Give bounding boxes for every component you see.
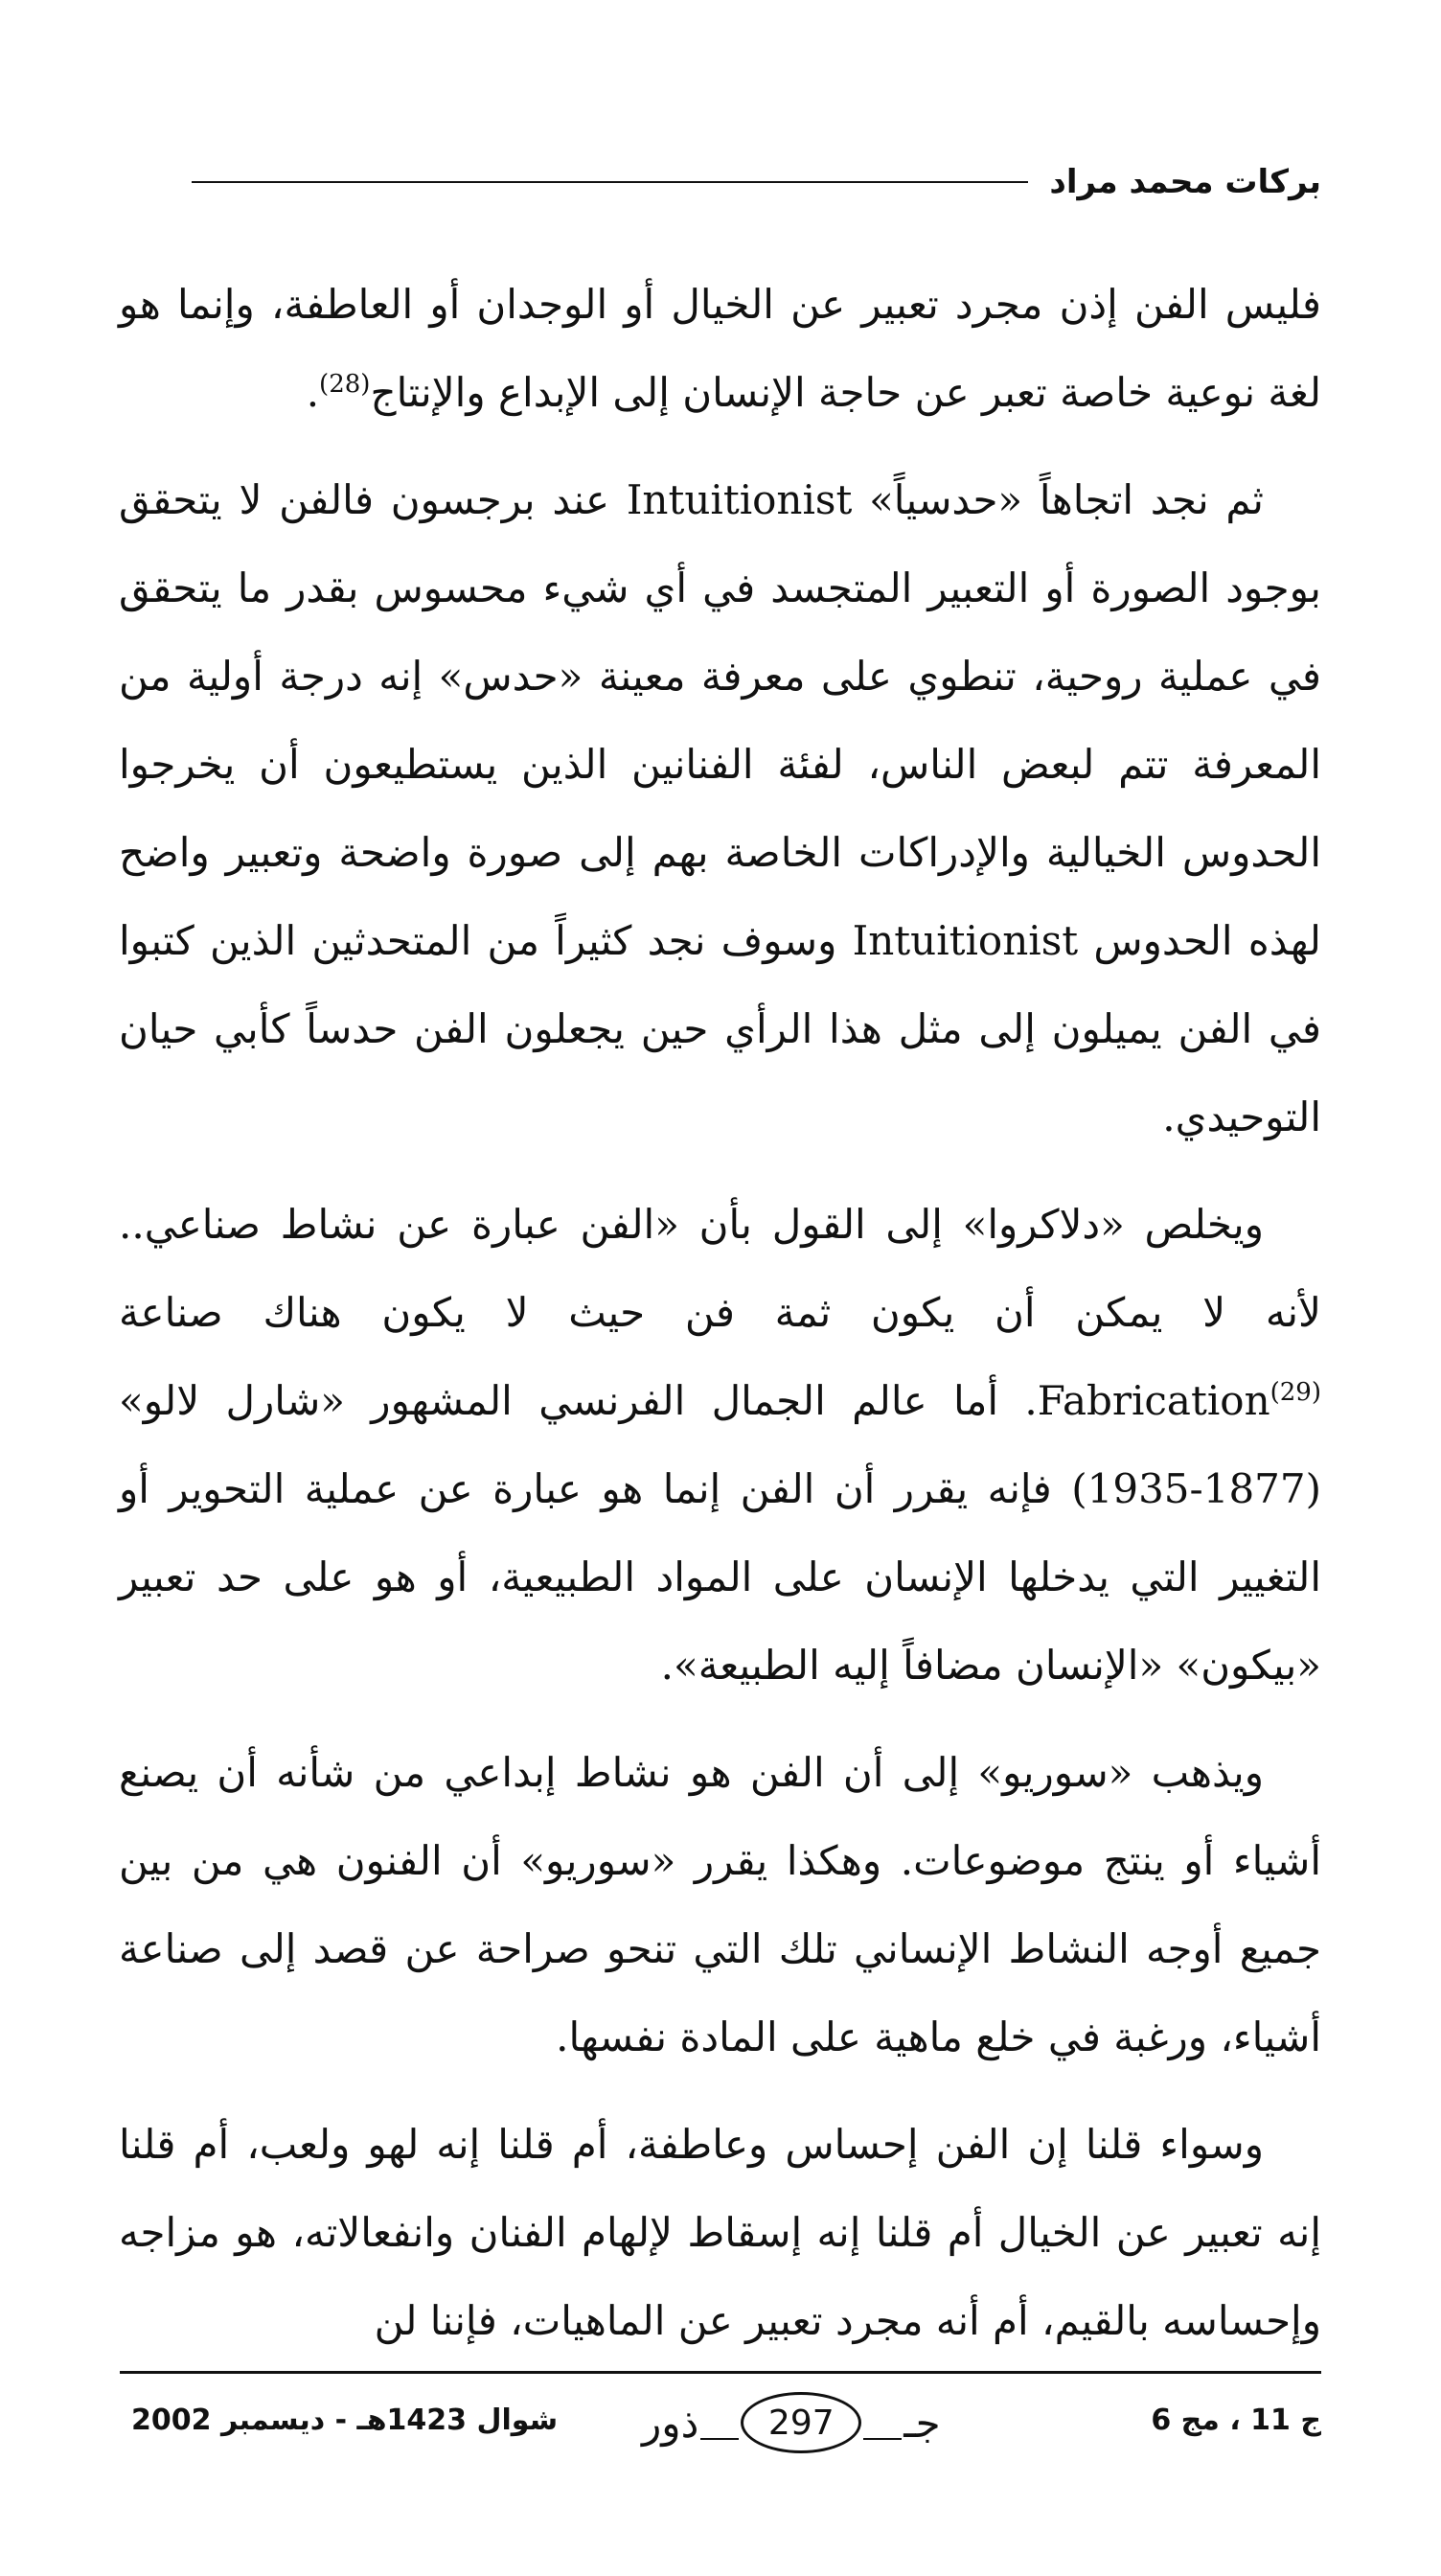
header-author: بركات محمد مراد (1049, 163, 1321, 201)
paragraph-5: وسواء قلنا إن الفن إحساس وعاطفة، أم قلنا إنه لهو ولعب، أم قلنا إنه تعبير عن الخيال أم قلنا إنه إسقاط لإلهام الفنان وانفعالاته، هو مزاجه وإحساسه بالقيم، أم أنه مجرد تعبير عن الماهيات، فإننا لن (119, 2121, 1321, 2344)
paragraph-4: ويذهب «سوريو» إلى أن الفن هو نشاط إبداعي من شأنه أن يصنع أشياء أو ينتج موضوعات. وهكذا يقرر «سوريو» أن الفنون هي من بين جميع أوجه النشاط الإنساني تلك التي تنحو صراحة عن قصد إلى صناعة أشياء، ورغبة في خلع ماهية على المادة نفسها. (119, 1749, 1321, 2060)
header-rule (192, 181, 1028, 183)
footnote-ref-29: (29) (1269, 1378, 1321, 1407)
footer-issue: ج 11 ، مج 6 (1151, 2404, 1321, 2437)
journal-name-end: ذور (642, 2399, 699, 2447)
paragraph-3-text-after: . أما عالم الجمال الفرنسي المشهور «شارل لالو» (1877-1935) فإنه يقرر أن الفن إنما هو عبارة عن عملية التحوير أو التغيير التي يدخلها الإنسان على المواد الطبيعية، أو هو على حد تعبير «بيكون» «الإنسان مضافاً إليه الطبيعة». (119, 1377, 1321, 1689)
page-footer (120, 2392, 1321, 2459)
paragraph-3 (119, 1181, 1321, 1710)
paragraph-1-text: فليس الفن إذن مجرد تعبير عن الخيال أو الوجدان أو العاطفة، وإنما هو لغة نوعية خاصة تعبر عن حاجة الإنسان إلى الإبداع والإنتاج (119, 281, 1321, 416)
paragraph-2: ثم نجد اتجاهاً «حدسياً» Intuitionist عند برجسون فالفن لا يتحقق بوجود الصورة أو التعبير المتجسد في أي شيء محسوس بقدر ما يتحقق في عملية روحية، تنطوي على معرفة معينة «حدس» إنه درجة أولية من المعرفة تتم لبعض الناس، لفئة الفنانين الذين يستطيعون أن يخرجوا الحدوس الخيالية والإدراكات الخاصة بهم إلى صورة واضحة وتعبير واضح لهذه الحدوس Intuitionist وسوف نجد كثيراً من المتحدثين الذين كتبوا في الفن يميلون إلى مثل هذا الرأي حين يجعلون الفن حدساً كأبي حيان التوحيدي. (119, 476, 1321, 1140)
footer-journal-mark (642, 2392, 941, 2453)
footer-rule (120, 2371, 1321, 2374)
page-number: 297 (741, 2392, 861, 2453)
footnote-ref-28: (28) (319, 370, 371, 399)
paragraph-1-tail: . (306, 369, 320, 416)
body-text (119, 261, 1321, 2384)
journal-name-connector (863, 2438, 902, 2440)
journal-name-connector-2 (700, 2438, 739, 2440)
paragraph-3-text-before: ويخلص «دلاكروا» إلى القول بأن «الفن عبارة عن نشاط صناعي.. لأنه لا يمكن أن يكون ثمة فن حيث لا يكون هناك صناعة Fabrication (119, 1201, 1321, 1424)
footer-date: شوال 1423هـ - ديسمبر 2002 (131, 2404, 559, 2437)
running-header (192, 153, 1321, 211)
journal-name-start: جـ (903, 2399, 941, 2447)
paragraph-1 (119, 261, 1321, 437)
